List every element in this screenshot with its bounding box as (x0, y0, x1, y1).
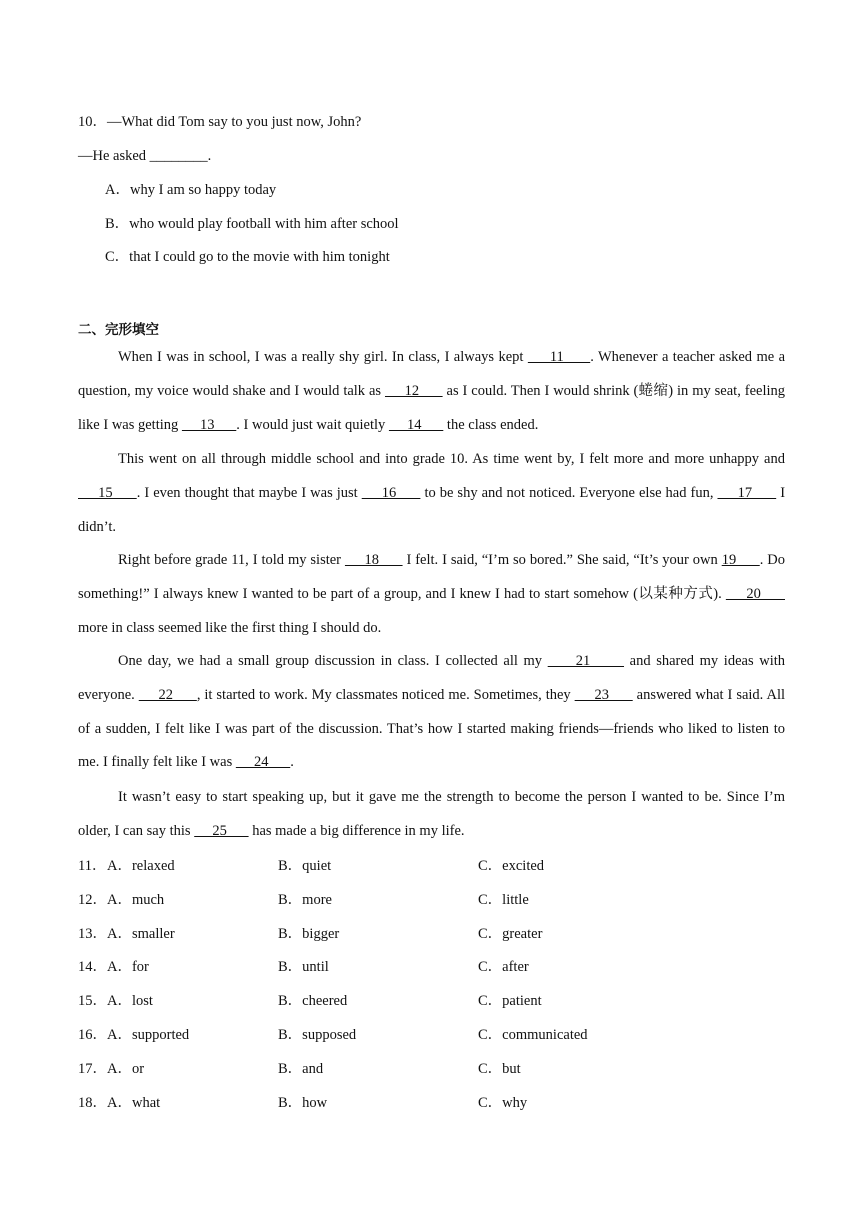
question-10-reply: —He asked ________. (78, 148, 212, 164)
passage-text: . I would just wait quietly (236, 416, 389, 433)
passage-text: . (290, 754, 294, 771)
question-10-option-b: B．who would play football with him after school (105, 216, 399, 232)
choice-option-b: B．and (278, 1061, 324, 1077)
passage-text: and shared my ideas with everyone. (78, 653, 785, 703)
passage-text: This went on all through middle school and into grade 10. As time went by, I felt more and more unhappy and (118, 451, 785, 467)
blank-24: 24 (235, 754, 291, 771)
passage-paragraph-1 (78, 341, 785, 442)
choice-option-b: B．cheered (278, 993, 348, 1009)
blank-14: 14 (388, 416, 444, 433)
question-10-option-a: A．why I am so happy today (105, 182, 277, 198)
passage-text: I didn’t. (78, 484, 786, 535)
choice-option-b: B．supposed (278, 1027, 357, 1043)
blank-13: 13 (181, 416, 237, 433)
blank-11: 11 (527, 349, 591, 365)
passage-text: the class ended. (443, 416, 539, 433)
choice-option-a: A．smaller (107, 926, 175, 942)
passage-text: as I could. Then I would shrink (蜷缩) in my seat, feeling like I was getting (78, 382, 785, 433)
passage-paragraph-3 (78, 544, 785, 645)
section-title: 二、完形填空 (78, 322, 159, 338)
choice-option-c: C．communicated (478, 1027, 588, 1043)
passage-text: I felt. I said, “I’m so bored.” She said, “It’s your own (402, 552, 722, 568)
passage-text: has made a big difference in my life. (248, 822, 465, 839)
passage-paragraph-5 (78, 781, 785, 849)
choice-option-b: B．more (278, 892, 332, 908)
blank-22: 22 (138, 686, 197, 703)
choice-number: 14． (78, 959, 107, 975)
passage-text: answered what I said. All of a sudden, I felt like I was part of the discussion. That’s how I started making friends—friends who liked to listen to me. I finally felt like I was (78, 686, 786, 771)
choice-option-a: A．lost (107, 993, 153, 1009)
choice-option-c: C．little (478, 892, 529, 908)
passage-text: Right before grade 11, I told my sister (118, 552, 345, 568)
blank-15: 15 (78, 484, 137, 501)
choice-option-b: B．quiet (278, 858, 332, 874)
choice-option-c: C．excited (478, 858, 545, 874)
choice-option-a: A．or (107, 1061, 145, 1077)
choice-option-b: B．until (278, 959, 329, 975)
choice-option-c: C．patient (478, 993, 542, 1009)
passage-text: When I was in school, I was a really shy girl. In class, I always kept (118, 349, 528, 365)
choice-number: 11． (78, 858, 107, 874)
choice-number: 13． (78, 926, 107, 942)
choice-number: 12． (78, 892, 107, 908)
blank-12: 12 (384, 382, 443, 399)
question-10-option-c: C．that I could go to the movie with him tonight (105, 249, 390, 265)
question-10-stem: 10．—What did Tom say to you just now, John? (78, 114, 362, 130)
passage-text: to be shy and not noticed. Everyone else had fun, (420, 484, 718, 501)
choice-option-a: A．what (107, 1095, 161, 1111)
blank-25: 25 (194, 822, 249, 839)
blank-19: 19 (721, 552, 760, 568)
blank-23: 23 (574, 686, 633, 703)
blank-18: 18 (344, 552, 403, 568)
choice-option-c: C．but (478, 1061, 521, 1077)
choice-option-a: A．much (107, 892, 165, 908)
blank-21: 21 (547, 653, 625, 669)
choice-option-b: B．bigger (278, 926, 340, 942)
passage-text: One day, we had a small group discussion in class. I collected all my (118, 653, 548, 669)
passage-text: . I even thought that maybe I was just (136, 484, 362, 501)
passage-text: , it started to work. My classmates noticed me. Sometimes, they (196, 686, 575, 703)
blank-17: 17 (717, 484, 777, 501)
choice-option-a: A．relaxed (107, 858, 175, 874)
passage-text: . Whenever a teacher asked me a question, my voice would shake and I would talk as (78, 349, 786, 399)
choice-number: 18． (78, 1095, 107, 1111)
choice-option-a: A．supported (107, 1027, 190, 1043)
choice-number: 15． (78, 993, 107, 1009)
passage-text: . Do something!” I always knew I wanted to be part of a group, and I knew I had to start somehow (以某种方式). (78, 552, 786, 602)
choice-option-a: A．for (107, 959, 149, 975)
choice-option-c: C．greater (478, 926, 543, 942)
passage-text: It wasn’t easy to start speaking up, but it gave me the strength to become the person I wanted to be. Since I’m older, I can say this (78, 789, 785, 839)
choice-option-c: C．after (478, 959, 529, 975)
blank-16: 16 (361, 484, 421, 501)
choice-option-b: B．how (278, 1095, 328, 1111)
passage-text: more in class seemed like the first thing I should do. (78, 619, 382, 636)
choice-number: 17． (78, 1061, 107, 1077)
blank-20: 20 (725, 585, 785, 602)
choice-number: 16． (78, 1027, 107, 1043)
choice-option-c: C．why (478, 1095, 528, 1111)
passage-paragraph-2 (78, 443, 785, 544)
passage-paragraph-4 (78, 645, 785, 780)
